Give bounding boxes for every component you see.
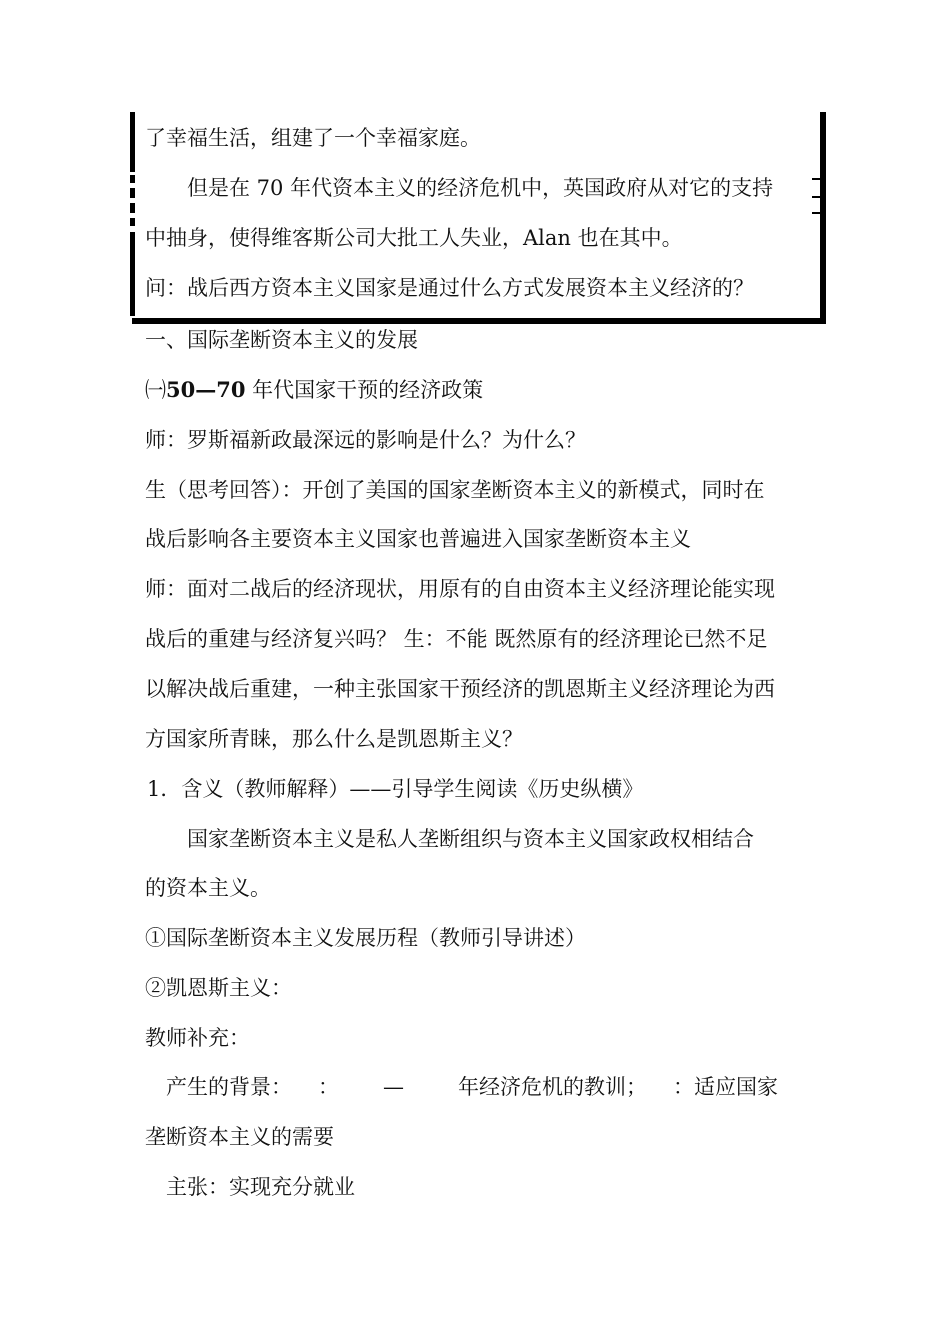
dialogue-line: 战后的重建与经济复兴吗？ 生：不能 既然原有的经济理论已然不足 <box>145 627 768 651</box>
subsection-marker: ㈠ <box>145 378 166 402</box>
background-line: 垄断资本主义的需要 <box>145 1125 334 1149</box>
excerpt-line: 中抽身，使得维客斯公司大批工人失业，Alan 也在其中。 <box>145 226 683 250</box>
dialogue-line: 以解决战后重建，一种主张国家干预经济的凯恩斯主义经济理论为西 <box>145 677 775 701</box>
frame-right-tick <box>812 212 820 214</box>
subsection-heading <box>145 375 483 405</box>
frame-left-bar <box>130 175 135 183</box>
blank-colon: ： <box>318 1075 339 1099</box>
frame-right-tick <box>812 178 820 180</box>
frame-left-bar <box>130 203 135 213</box>
adaptation-text: ：适应国家 <box>673 1075 778 1099</box>
frame-left-bar <box>130 112 135 172</box>
frame-right-tick <box>812 196 820 198</box>
background-line <box>166 1072 778 1102</box>
student-answer: 战后影响各主要资本主义国家也普遍进入国家垄断资本主义 <box>145 527 691 551</box>
student-answer: 生（思考回答）：开创了美国的国家垄断资本主义的新模式，同时在 <box>145 478 765 502</box>
point-two: ②凯恩斯主义： <box>145 976 292 1000</box>
blank-dash: — <box>383 1075 404 1099</box>
teacher-question: 师：罗斯福新政最深远的影响是什么？为什么？ <box>145 428 586 452</box>
frame-left-bar <box>130 218 135 226</box>
crisis-lesson: 年经济危机的教训； <box>458 1075 647 1099</box>
point-one: ①国际垄断资本主义发展历程（教师引导讲述） <box>145 926 586 950</box>
excerpt-line: 但是在 70 年代资本主义的经济危机中，英国政府从对它的支持 <box>187 176 774 200</box>
subsection-years: 50—70 <box>166 377 246 402</box>
teacher-question: 师：面对二战后的经济现状，用原有的自由资本主义经济理论能实现 <box>145 577 775 601</box>
frame-left-bar <box>130 232 135 316</box>
definition-line: 的资本主义。 <box>145 876 271 900</box>
excerpt-line: 了幸福生活，组建了一个幸福家庭。 <box>145 126 481 150</box>
item-title: 1．含义（教师解释）——引导学生阅读《历史纵横》 <box>147 777 644 801</box>
excerpt-question: 问：战后西方资本主义国家是通过什么方式发展资本主义经济的？ <box>145 276 754 300</box>
subsection-title: 年代国家干预的经济政策 <box>245 378 484 402</box>
dialogue-line: 方国家所青睐，那么什么是凯恩斯主义？ <box>145 727 523 751</box>
claim-line: 主张：实现充分就业 <box>166 1175 355 1199</box>
frame-left-bar <box>130 188 135 198</box>
supplement-label: 教师补充： <box>145 1026 250 1050</box>
definition-line: 国家垄断资本主义是私人垄断组织与资本主义国家政权相结合 <box>187 827 754 851</box>
section-heading: 一、国际垄断资本主义的发展 <box>145 328 418 352</box>
background-label: 产生的背景： <box>166 1075 292 1099</box>
